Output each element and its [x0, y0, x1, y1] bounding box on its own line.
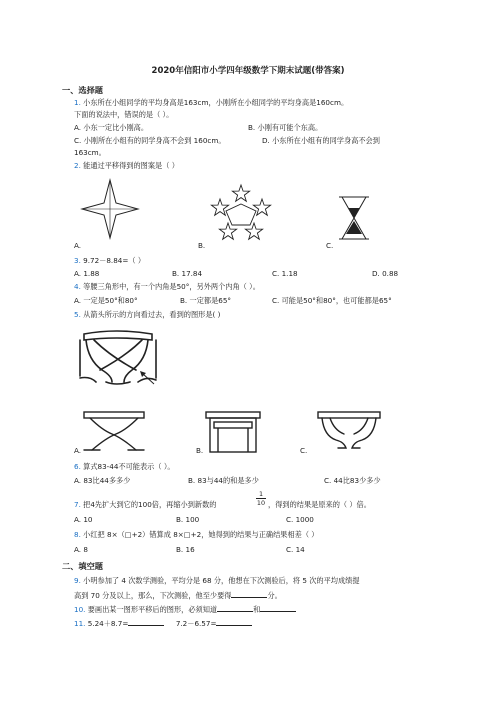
- q7-option-c: C. 1000: [286, 515, 314, 524]
- q10-number: 10.: [74, 605, 86, 614]
- q4-text: 等腰三角形中，有一个内角是50°，另外两个内角（ ）。: [83, 282, 260, 291]
- q11-answer-blank-2[interactable]: [216, 618, 252, 626]
- q3-option-d: D. 0.88: [372, 269, 399, 278]
- q8-option-c: C. 14: [286, 545, 305, 554]
- q5-number: 5.: [74, 310, 81, 319]
- q5-option-a: A.: [74, 446, 82, 455]
- q11-text-2: 7.2－6.57=: [175, 619, 217, 628]
- q5-view-arrow-icon: [138, 370, 156, 386]
- q8-option-b: B. 16: [176, 545, 195, 554]
- q7-option-b: B. 100: [176, 515, 200, 524]
- q6-text: 算式83-44不可能表示（ ）。: [83, 462, 175, 471]
- q5-option-b: B.: [196, 446, 204, 455]
- q11-text-1: 5.24＋8.7=: [87, 619, 129, 628]
- q1-option-d: D. 小东所在小组有的同学身高不会到: [262, 136, 380, 145]
- q8-number: 8.: [74, 530, 81, 539]
- q4-option-b: B. 一定都是65°: [180, 296, 231, 305]
- q7-fraction: [256, 490, 266, 507]
- q2-line: [74, 161, 179, 170]
- q6-number: 6.: [74, 462, 81, 471]
- q7-fraction-denominator: 10: [256, 499, 266, 507]
- q3-number: 3.: [74, 256, 81, 265]
- q5-figure-a-cross-legs: [82, 410, 146, 452]
- q5-figure-c-curved-legs: [316, 410, 382, 452]
- q2-text: 能通过平移得到的图案是（ ）: [83, 161, 179, 170]
- q7-text-2: ，得到的结果是原来的（ ）倍。: [268, 500, 371, 509]
- q6-option-c: C. 44比83少多少: [324, 476, 381, 485]
- q9-text-1: 小明参加了 4 次数学测验，平均分是 68 分，他想在下次测验后，将 5 次的平均成绩提: [83, 576, 360, 585]
- q3-option-a: A. 1.88: [74, 269, 100, 278]
- q11-number: 11.: [74, 619, 86, 628]
- q7-fraction-numerator: 1: [256, 490, 266, 499]
- q2-figure-c-hourglass: [338, 196, 370, 240]
- q3-option-b: B. 17.84: [172, 269, 203, 278]
- q9-text-2: 高到 70 分及以上，那么，下次测验，他至少要得: [74, 591, 232, 600]
- q1-option-b: B. 小刚有可能个东高。: [248, 123, 323, 132]
- q4-number: 4.: [74, 282, 81, 291]
- q7-option-a: A. 10: [74, 515, 93, 524]
- q8-text: 小红把 8×（□+2）错算成 8×□+2，她得到的结果与正确结果相差（ ）: [83, 530, 319, 539]
- q7-text-1: 把4先扩大到它的100倍，再缩小到新数的: [83, 500, 217, 509]
- q6-option-b: B. 83与44的和是多少: [188, 476, 259, 485]
- q10-text-1: 要画出某一图形平移后的图形，必须知道: [87, 605, 218, 614]
- q1-number: 1.: [74, 98, 81, 107]
- q3-option-c: C. 1.18: [272, 269, 298, 278]
- q1-option-a: A. 小东一定比小刚高。: [74, 123, 149, 132]
- q5-option-c: C.: [300, 446, 308, 455]
- q11-answer-blank-1[interactable]: [128, 618, 164, 626]
- q2-option-c: C.: [326, 241, 334, 250]
- q4-option-c: C. 可能是50°和80°，也可能都是65°: [272, 296, 392, 305]
- q5-text: 从箭头所示的方向看过去，看到的图形是( ): [83, 310, 221, 319]
- q10-answer-blank-1[interactable]: [217, 604, 253, 612]
- q3-text: 9.72－8.84=（ ）: [83, 256, 146, 265]
- q2-option-b: B.: [198, 241, 206, 250]
- q1-text: 小东所在小组同学的平均身高是163cm，小刚所在小组同学的平均身高是160cm。: [83, 98, 349, 107]
- q2-figure-b-star-ring: [206, 184, 276, 244]
- page-title: 2020年信阳市小学四年级数学下期末试题(带答案): [151, 66, 345, 76]
- q1-line2: 下面的说法中，错误的是（ ）。: [74, 110, 174, 119]
- q1-option-c: C. 小刚所在小组有的同学身高不会到 160cm。: [74, 136, 226, 145]
- section-choice-heading: 一、选择题: [62, 85, 103, 95]
- q1-option-d-cont: 163cm。: [74, 148, 106, 157]
- q7-number: 7.: [74, 500, 81, 509]
- q1-line1: [74, 98, 348, 107]
- q2-figure-a-four-point-star: [80, 178, 140, 240]
- q4-option-a: A. 一定是50°和80°: [74, 296, 138, 305]
- q5-figure-b-frame: [204, 410, 262, 454]
- q9-answer-blank[interactable]: [231, 590, 267, 598]
- q6-option-a: A. 83比44多多少: [74, 476, 131, 485]
- section-fill-heading: 二、填空题: [62, 561, 103, 571]
- q2-number: 2.: [74, 161, 81, 170]
- q8-option-a: A. 8: [74, 545, 88, 554]
- q9-text-3: 分。: [267, 591, 282, 600]
- q10-answer-blank-2[interactable]: [260, 604, 296, 612]
- q10-text-2: 和: [253, 605, 261, 614]
- q2-option-a: A.: [74, 241, 82, 250]
- q9-number: 9.: [74, 576, 81, 585]
